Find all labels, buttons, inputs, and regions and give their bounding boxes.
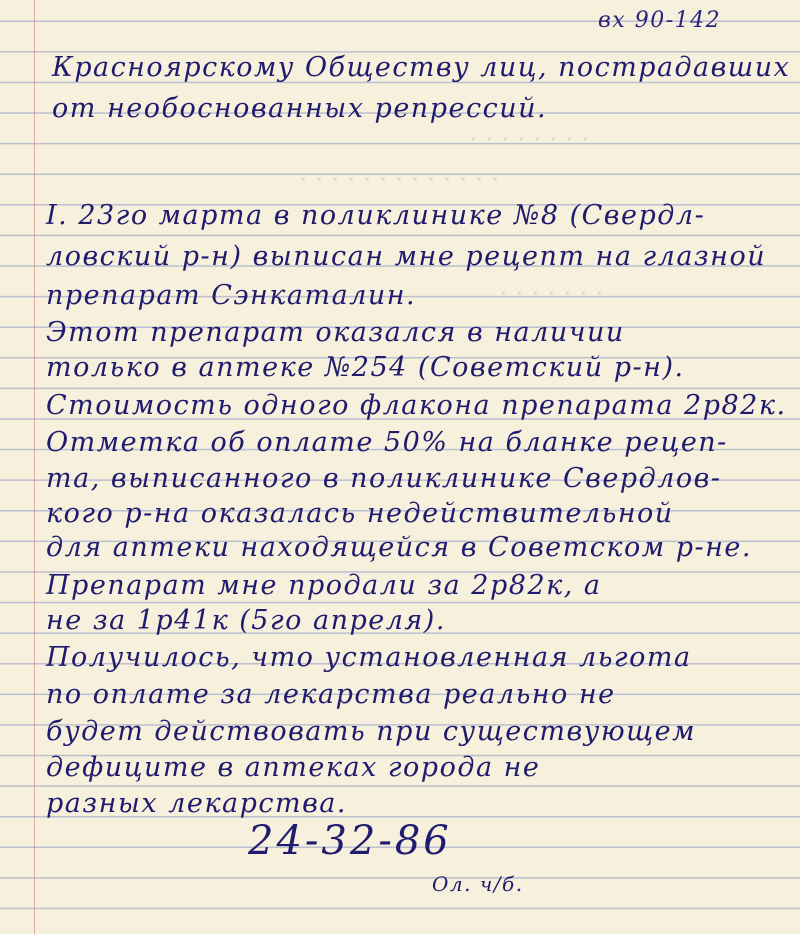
bleed-through: · · · · · · · · xyxy=(470,128,590,153)
margin-line xyxy=(34,0,35,934)
text-line: Отметка об оплате 50% на бланке рецеп- xyxy=(46,427,728,458)
text-line: Стоимость одного флакона препарата 2р82к. xyxy=(46,390,787,421)
text-line: препарат Сэнкаталин. xyxy=(46,280,417,311)
text-line: только в аптеке №254 (Советский р-н). xyxy=(46,352,685,383)
text-line: разных лекарства. xyxy=(46,788,347,819)
signature: Ол. ч/б. xyxy=(432,872,524,896)
bleed-through: · · · · · · · · · · · · · xyxy=(300,168,500,193)
address-line: от необоснованных репрессий. xyxy=(52,93,548,124)
phone-number: 24-32-86 xyxy=(248,818,452,864)
text-line: I. 23го марта в поликлинике №8 (Свердл- xyxy=(46,200,706,231)
text-line: Получилось, что установленная льгота xyxy=(46,642,692,673)
address-line: Красноярскому Обществу лиц, пострадавших xyxy=(52,52,791,83)
text-line: по оплате за лекарства реально не xyxy=(46,679,616,710)
bleed-through: · · · · · · · xyxy=(500,282,604,307)
text-line: Препарат мне продали за 2р82к, а xyxy=(46,570,602,601)
text-line: будет действовать при существующем xyxy=(46,716,696,747)
text-line: кого р-на оказалась недействительной xyxy=(46,498,674,529)
text-line: ловский р-н) выписан мне рецепт на глазной xyxy=(46,241,767,272)
text-line: дефиците в аптеках города не xyxy=(46,752,541,783)
text-line: для аптеки находящейся в Советском р-не. xyxy=(46,532,752,563)
archive-code: вх 90-142 xyxy=(598,8,722,33)
text-line: не за 1р41к (5го апреля). xyxy=(46,605,446,636)
text-line: та, выписанного в поликлинике Свердлов- xyxy=(46,463,722,494)
text-line: Этот препарат оказался в наличии xyxy=(46,317,625,348)
